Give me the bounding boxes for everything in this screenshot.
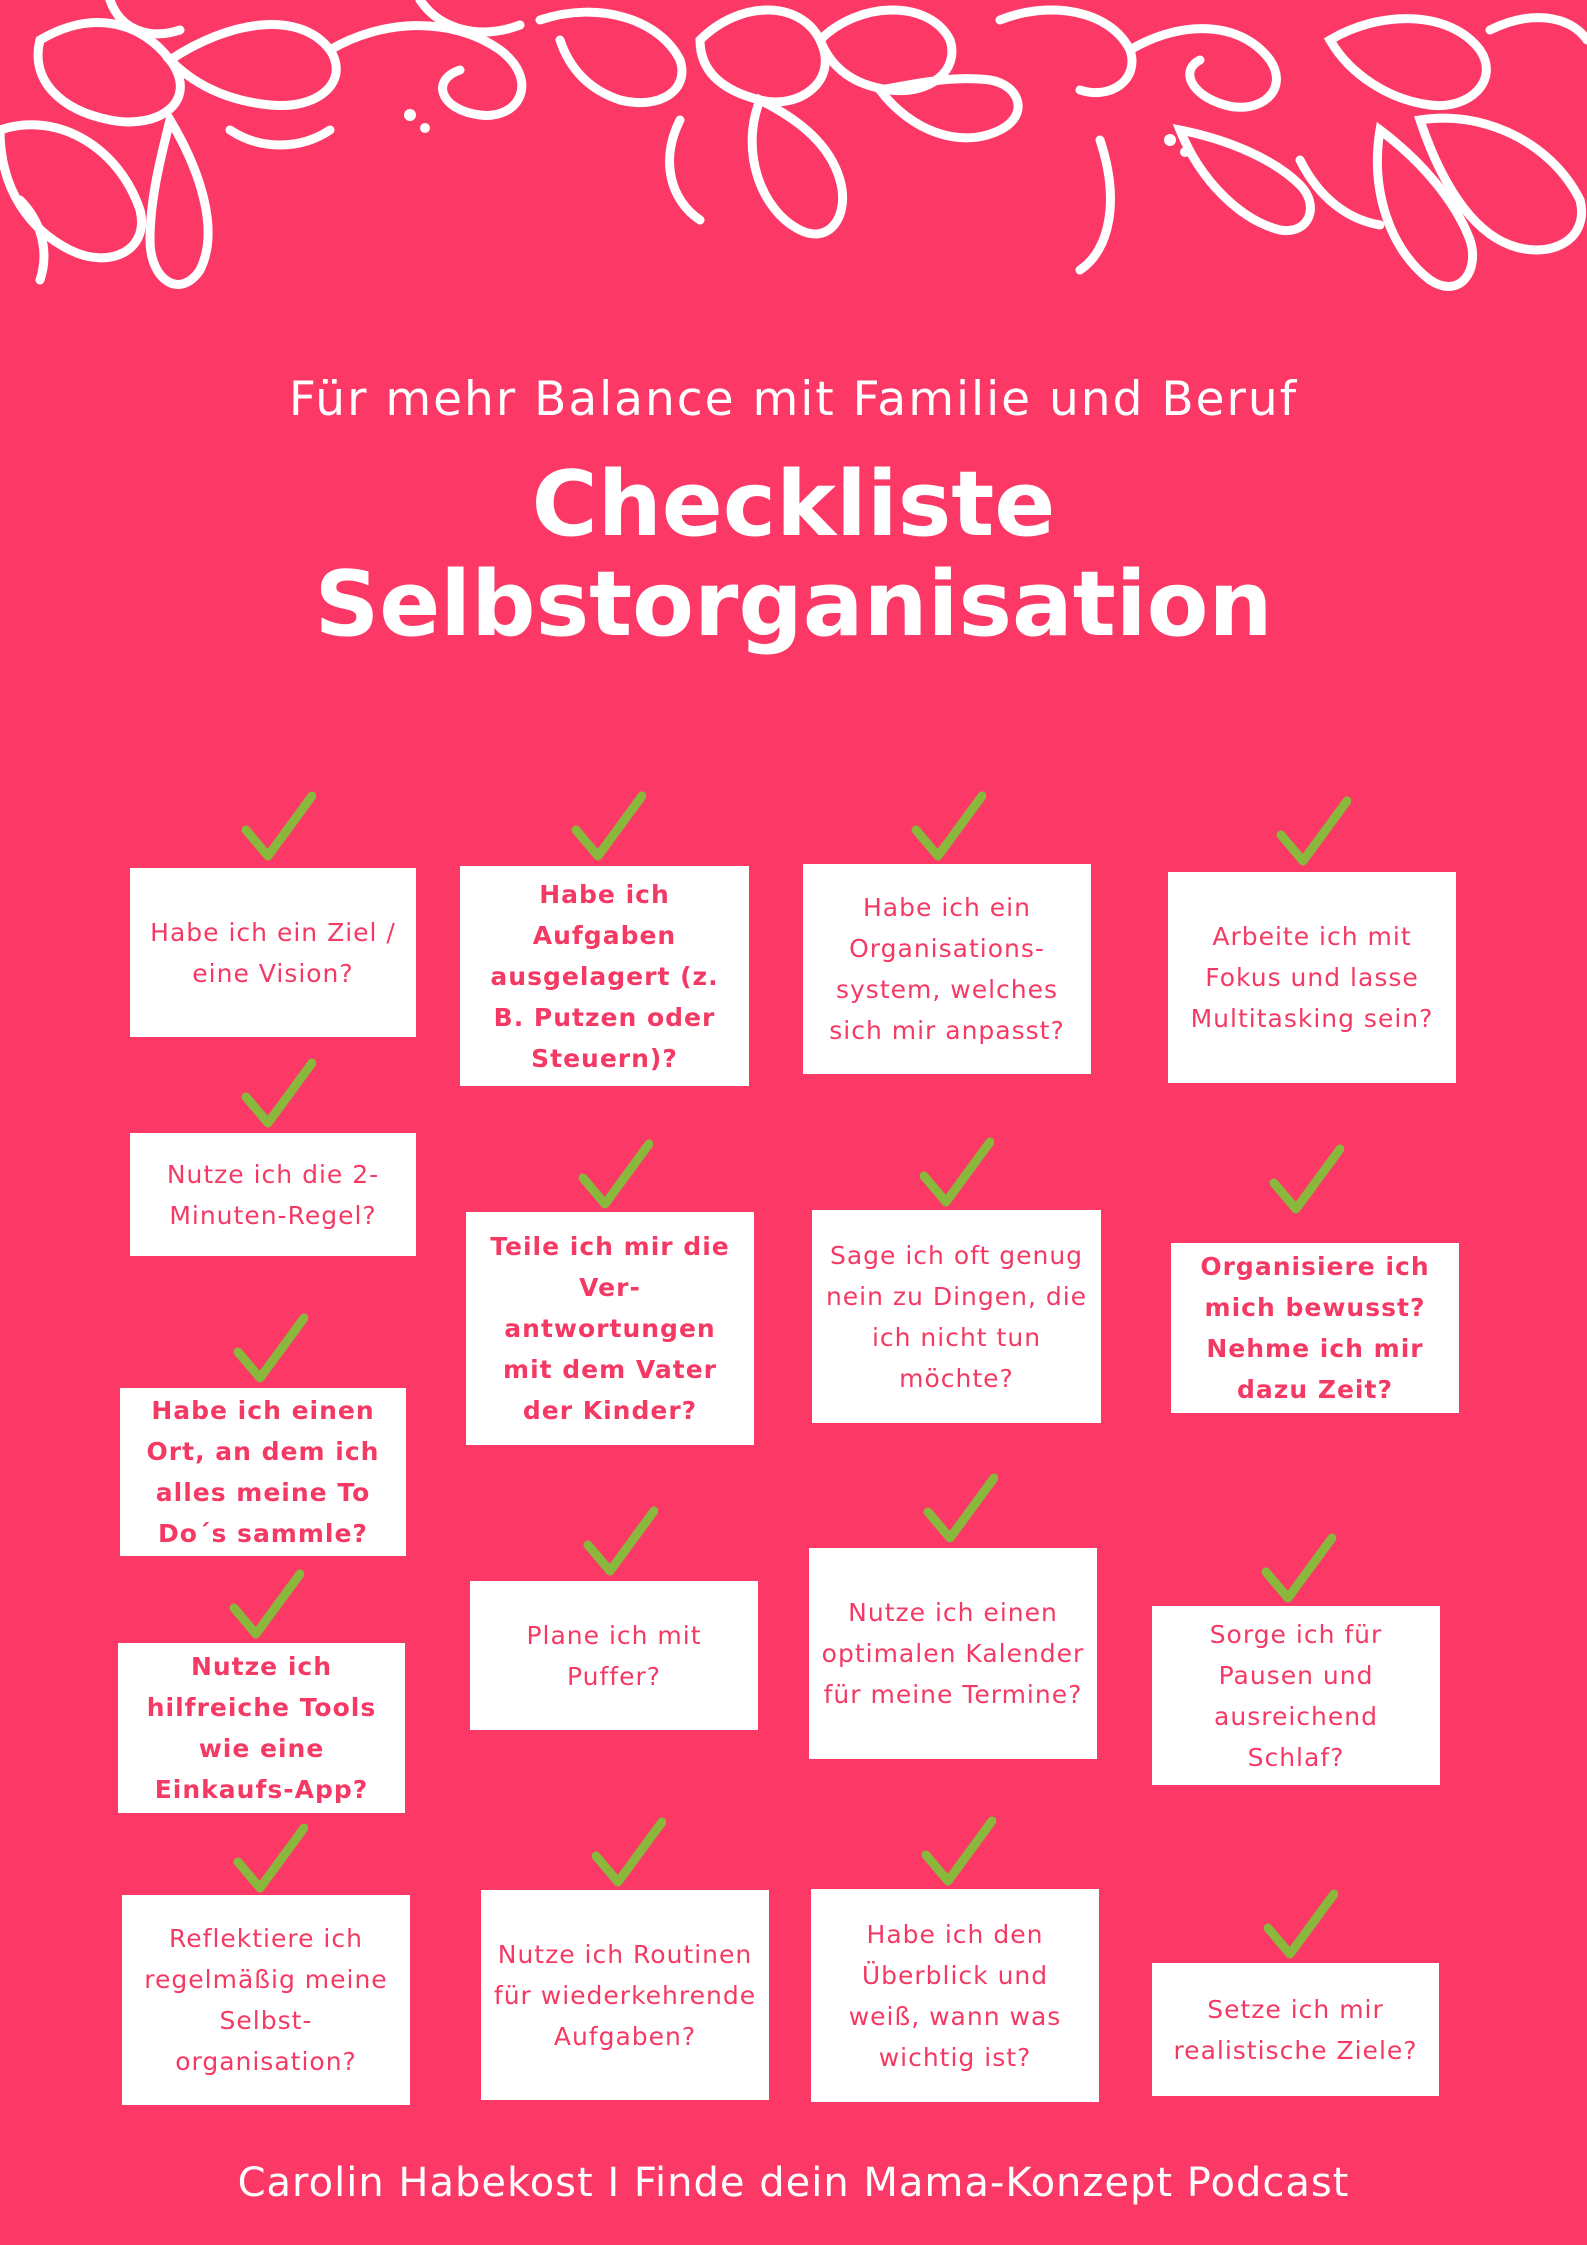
checklist-item-text: Sage ich oft genug nein zu Dingen, die ich nicht tun möchte? [825, 1240, 1088, 1393]
checklist-item [809, 1548, 1097, 1759]
checkmark-icon [240, 1057, 316, 1133]
checklist-item-text: Nutze ich Routinen für wiederkehrende Aufgaben? [493, 1939, 757, 2051]
checklist-item [466, 1212, 754, 1445]
checklist-item-text: Nutze ich hilfreiche Tools wie eine Einkaufs-App? [146, 1652, 377, 1804]
title-line-2: Selbstorganisation [314, 552, 1273, 657]
checklist-item-text: Habe ich Aufgaben ausgelagert (z. B. Putzen oder Steuern)? [490, 879, 719, 1073]
checklist-item [122, 1895, 410, 2105]
checklist-item [118, 1643, 405, 1813]
checkmark-icon [1268, 1143, 1344, 1219]
checklist-item [481, 1890, 769, 2100]
page-title [0, 452, 1587, 657]
checklist-item [812, 1210, 1101, 1423]
checklist-item-text: Sorge ich für Pausen und ausreichend Schlaf? [1209, 1619, 1383, 1772]
checkmark-icon [232, 1822, 308, 1898]
checklist-item [1152, 1963, 1439, 2096]
checklist-item-text: Setze ich mir realistische Ziele? [1173, 1994, 1418, 2065]
checkmark-icon [920, 1815, 996, 1891]
checklist-item-text: Plane ich mit Puffer? [526, 1620, 702, 1691]
checkmark-icon [577, 1138, 653, 1214]
checklist-item [130, 868, 416, 1037]
checklist-item [1152, 1606, 1440, 1785]
checkmark-icon [582, 1505, 658, 1581]
checklist-item [120, 1388, 406, 1556]
checkmark-icon [590, 1816, 666, 1892]
checklist-item-text: Nutze ich die 2-Minuten-Regel? [166, 1159, 380, 1230]
subtitle: Für mehr Balance mit Familie und Beruf [288, 372, 1299, 427]
checklist-item [1168, 872, 1456, 1083]
checkmark-icon [910, 790, 986, 866]
title-line-1: Checkliste [531, 452, 1056, 557]
checkmark-icon [918, 1136, 994, 1212]
checkmark-icon [1275, 795, 1351, 871]
checklist-item [460, 866, 749, 1086]
checkmark-icon [570, 790, 646, 866]
checkmark-icon [1260, 1532, 1336, 1608]
checklist-item-text: Habe ich den Überblick und weiß, wann was wichtig ist? [848, 1919, 1062, 2072]
checklist-item-text: Reflektiere ich regelmäßig meine Selbst-organisation? [144, 1924, 388, 2076]
checklist-item-text: Organisiere ich mich bewusst? Nehme ich mir dazu Zeit? [1200, 1252, 1430, 1404]
checklist-item [470, 1581, 758, 1730]
checklist-item [130, 1133, 416, 1256]
floral-ornament-decoration [0, 0, 1587, 330]
checkmark-icon [1262, 1888, 1338, 1964]
checklist-item [811, 1889, 1099, 2102]
checklist-item-text: Arbeite ich mit Fokus und lasse Multitasking sein? [1190, 922, 1434, 1033]
checklist-item [1171, 1243, 1459, 1413]
checklist-item-text: Habe ich ein Ziel / eine Vision? [150, 917, 396, 988]
checklist-item [803, 864, 1091, 1074]
checklist-item-text: Habe ich einen Ort, an dem ich alles meine To Do´s sammle? [146, 1396, 380, 1548]
checkmark-icon [228, 1568, 304, 1644]
footer-credit: Carolin Habekost I Finde dein Mama-Konzept Podcast [237, 2160, 1350, 2206]
checklist-item-text: Nutze ich einen optimalen Kalender für meine Termine? [821, 1598, 1085, 1709]
checkmark-icon [240, 790, 316, 866]
checklist-item-text: Habe ich ein Organisations-system, welches sich mir anpasst? [829, 893, 1065, 1045]
checkmark-icon [232, 1312, 308, 1388]
checklist-item-text: Teile ich mir die Ver-antwortungen mit dem Vater der Kinder? [490, 1232, 730, 1425]
checkmark-icon [922, 1472, 998, 1548]
